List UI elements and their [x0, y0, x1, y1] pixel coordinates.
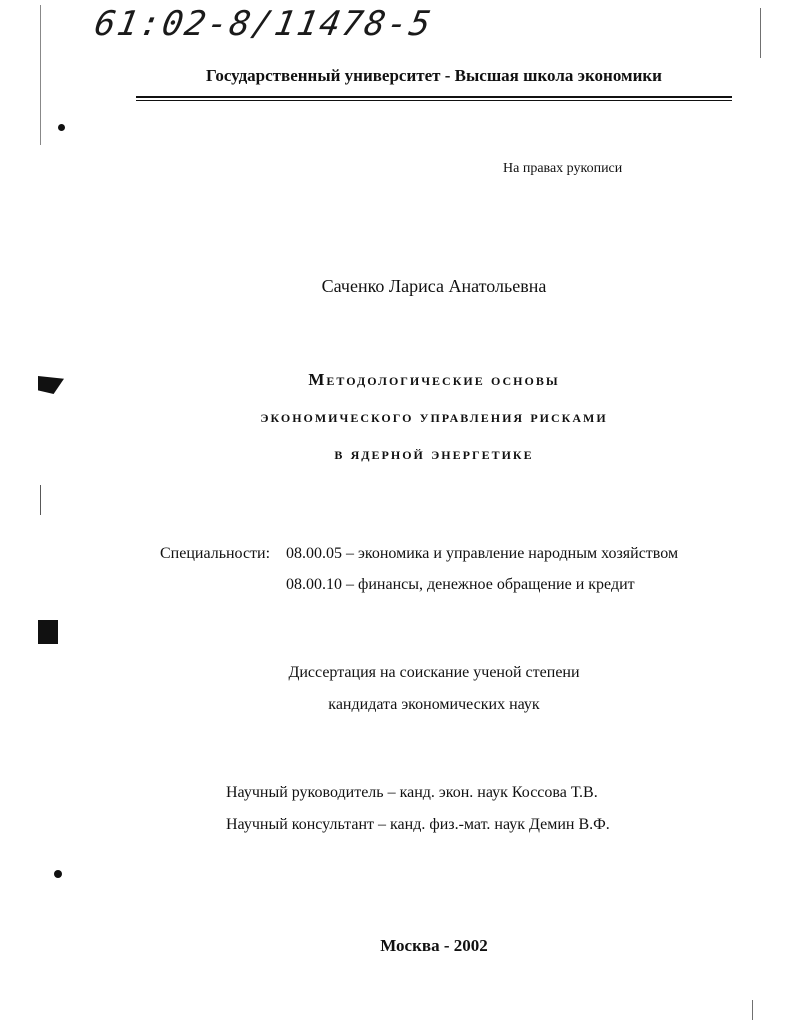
scan-artifact	[40, 485, 41, 515]
supervisor: Научный руководитель – канд. экон. наук Коссова Т.В.	[226, 784, 598, 801]
scan-artifact	[58, 124, 65, 131]
scan-artifact	[752, 1000, 753, 1020]
title-line-2: экономического управления рисками	[260, 407, 608, 426]
degree-line-2: кандидата экономических наук	[328, 696, 540, 713]
archive-code: 61:02-8/11478-5	[91, 4, 436, 44]
title-line-1: Методологические основы	[308, 370, 560, 389]
city-year: Москва - 2002	[380, 936, 488, 955]
scan-artifact	[54, 870, 62, 878]
header-rule-thin	[136, 100, 732, 101]
header-rule	[136, 96, 732, 98]
consultant: Научный консультант – канд. физ.-мат. наук Демин В.Ф.	[226, 816, 610, 833]
specialty-item: 08.00.05 – экономика и управление народным хозяйством	[286, 545, 679, 562]
manuscript-rights: На правах рукописи	[503, 161, 623, 176]
scan-artifact	[38, 620, 58, 644]
scan-artifact	[40, 5, 41, 145]
specialties-label: Специальности:	[160, 545, 271, 562]
title-line-3: в ядерной энергетике	[334, 444, 534, 463]
institution-name: Государственный университет - Высшая школа экономики	[206, 66, 662, 85]
specialty-item: 08.00.10 – финансы, денежное обращение и кредит	[286, 576, 635, 593]
scan-artifact	[760, 8, 761, 58]
degree-line-1: Диссертация на соискание ученой степени	[288, 664, 580, 681]
author-name: Саченко Лариса Анатольевна	[321, 276, 547, 296]
